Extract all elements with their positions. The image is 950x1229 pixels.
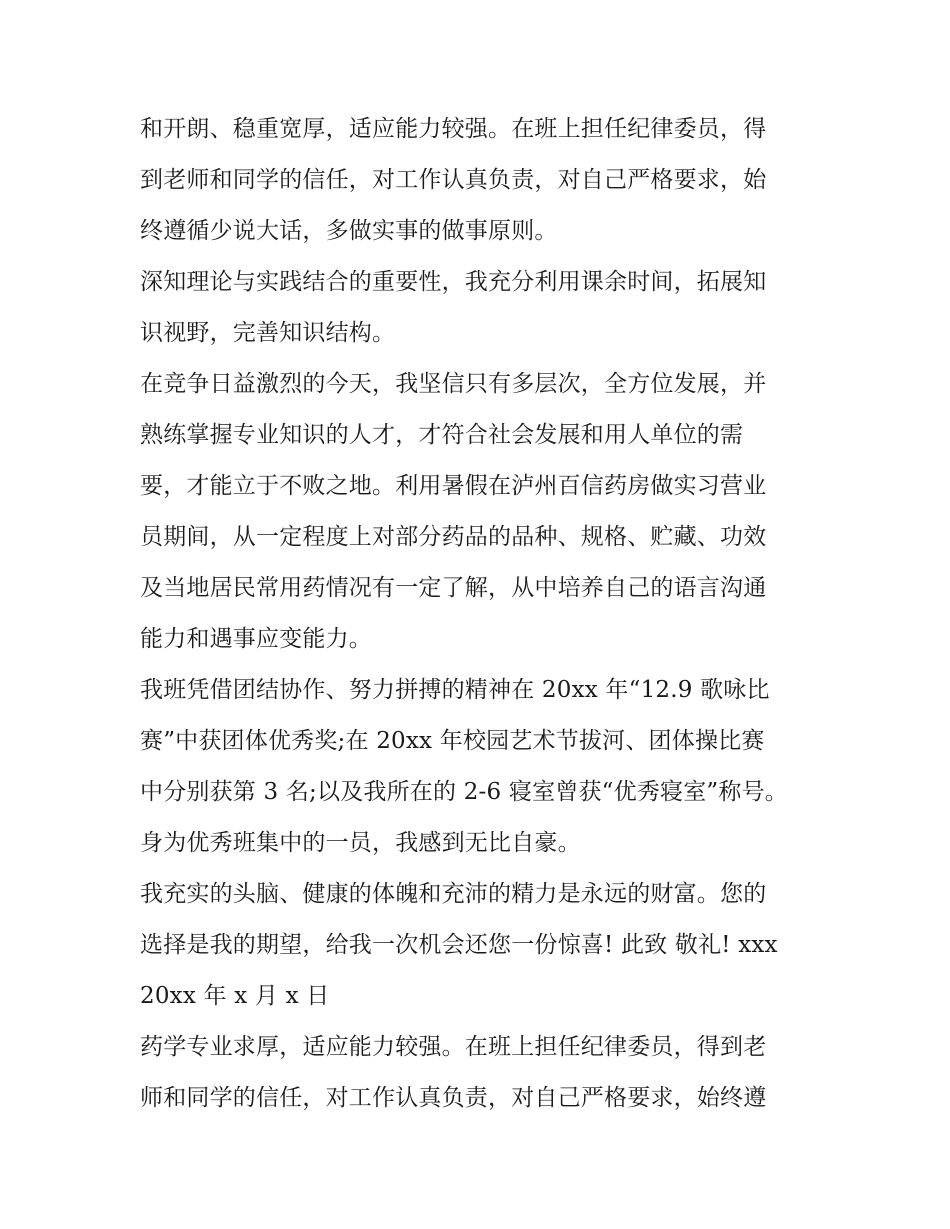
text-line: 师和同学的信任，对工作认真负责，对自己严格要求，始终遵 bbox=[140, 1085, 767, 1111]
text-line: 及当地居民常用药情况有一定了解，从中培养自己的语言沟通 bbox=[140, 575, 767, 601]
text-line: 深知理论与实践结合的重要性，我充分利用课余时间，拓展知 bbox=[140, 269, 767, 295]
text-line: 选择是我的期望，给我一次机会还您一份惊喜! 此致 敬礼! xxx bbox=[140, 932, 778, 958]
text-line: 20xx 年 x 月 x 日 bbox=[140, 983, 330, 1009]
text-line: 要，才能立于不败之地。利用暑假在泸州百信药房做实习营业 bbox=[140, 473, 767, 499]
text-line: 员期间，从一定程度上对部分药品的品种、规格、贮藏、功效 bbox=[140, 524, 767, 550]
text-line: 我班凭借团结协作、努力拼搏的精神在 20xx 年“12.9 歌咏比 bbox=[140, 677, 770, 703]
text-line: 中分别获第 3 名;以及我所在的 2-6 寝室曾获“优秀寝室”称号。 bbox=[140, 779, 788, 805]
text-line: 识视野，完善知识结构。 bbox=[140, 320, 396, 346]
text-line: 赛”中获团体优秀奖;在 20xx 年校园艺术节拔河、团体操比赛 bbox=[140, 728, 765, 754]
text-line: 能力和遇事应变能力。 bbox=[140, 626, 372, 652]
text-line: 熟练掌握专业知识的人才，才符合社会发展和用人单位的需 bbox=[140, 422, 744, 448]
text-line: 到老师和同学的信任，对工作认真负责，对自己严格要求，始 bbox=[140, 167, 767, 193]
text-line: 和开朗、稳重宽厚，适应能力较强。在班上担任纪律委员，得 bbox=[140, 116, 767, 142]
document-body bbox=[140, 104, 820, 1124]
text-line: 在竞争日益激烈的今天，我坚信只有多层次，全方位发展，并 bbox=[140, 371, 767, 397]
text-line: 身为优秀班集中的一员，我感到无比自豪。 bbox=[140, 830, 581, 856]
text-line: 终遵循少说大话，多做实事的做事原则。 bbox=[140, 218, 558, 244]
text-line: 药学专业求厚，适应能力较强。在班上担任纪律委员，得到老 bbox=[140, 1034, 767, 1060]
text-line: 我充实的头脑、健康的体魄和充沛的精力是永远的财富。您的 bbox=[140, 881, 767, 907]
